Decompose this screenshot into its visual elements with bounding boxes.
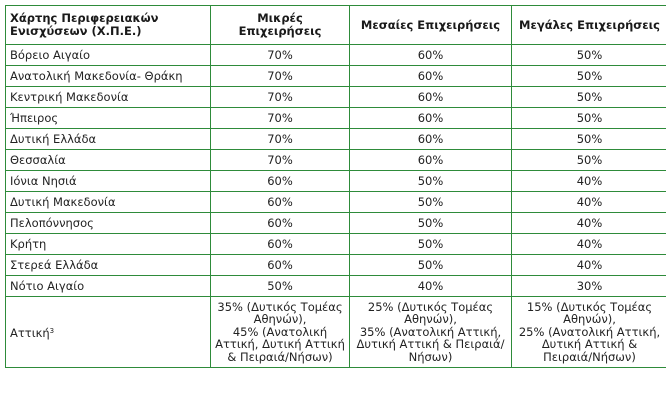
small-enterprise-rate-cell: 60% [211, 171, 350, 192]
header-medium-enterprises: Μεσαίες Επιχειρήσεις [350, 6, 512, 45]
region-cell: Δυτική Ελλάδα [6, 129, 211, 150]
table-row [6, 255, 666, 276]
large-enterprise-rate-cell: 40% [512, 213, 666, 234]
region-cell: Βόρειο Αιγαίο [6, 45, 211, 66]
small-enterprise-rate-cell: 70% [211, 108, 350, 129]
medium-enterprise-rate-cell: 50% [350, 255, 512, 276]
medium-enterprise-rate-cell: 25% (Δυτικός Τομέας Αθηνών), 35% (Ανατολική Αττική, Δυτική Αττική & Πειραιά/Νήσων) [350, 297, 512, 368]
table-row [6, 276, 666, 297]
small-enterprise-rate-cell: 70% [211, 87, 350, 108]
region-cell: Ήπειρος [6, 108, 211, 129]
region-cell: Στερεά Ελλάδα [6, 255, 211, 276]
medium-enterprise-rate-cell: 60% [350, 66, 512, 87]
table-body [6, 45, 666, 368]
table-row [6, 192, 666, 213]
large-enterprise-rate-cell: 50% [512, 45, 666, 66]
small-enterprise-rate-cell: 50% [211, 276, 350, 297]
small-enterprise-rate-cell: 35% (Δυτικός Τομέας Αθηνών), 45% (Ανατολική Αττική, Δυτική Αττική & Πειραιά/Νήσων) [211, 297, 350, 368]
table-row [6, 234, 666, 255]
large-enterprise-rate-cell: 50% [512, 129, 666, 150]
region-cell: Νότιο Αιγαίο [6, 276, 211, 297]
regional-aid-table [5, 5, 666, 368]
small-enterprise-rate-cell: 60% [211, 192, 350, 213]
table-row [6, 45, 666, 66]
large-enterprise-rate-cell: 40% [512, 234, 666, 255]
medium-enterprise-rate-cell: 40% [350, 276, 512, 297]
table-row [6, 213, 666, 234]
medium-enterprise-rate-cell: 60% [350, 129, 512, 150]
footnote-marker: 3 [49, 326, 55, 335]
region-cell: Θεσσαλία [6, 150, 211, 171]
large-enterprise-rate-cell: 50% [512, 87, 666, 108]
large-enterprise-rate-cell: 30% [512, 276, 666, 297]
medium-enterprise-rate-cell: 60% [350, 108, 512, 129]
medium-enterprise-rate-cell: 50% [350, 234, 512, 255]
aid-intensity-table-container [5, 5, 659, 394]
region-cell: Δυτική Μακεδονία [6, 192, 211, 213]
small-enterprise-rate-cell: 70% [211, 129, 350, 150]
header-large-enterprises: Μεγάλες Επιχειρήσεις [512, 6, 666, 45]
region-cell: Πελοπόννησος [6, 213, 211, 234]
region-cell: Κρήτη [6, 234, 211, 255]
small-enterprise-rate-cell: 70% [211, 66, 350, 87]
table-header-row [6, 6, 666, 45]
large-enterprise-rate-cell: 40% [512, 171, 666, 192]
region-cell: Ιόνια Νησιά [6, 171, 211, 192]
small-enterprise-rate-cell: 60% [211, 213, 350, 234]
large-enterprise-rate-cell: 50% [512, 150, 666, 171]
large-enterprise-rate-cell: 50% [512, 108, 666, 129]
header-region-map: Χάρτης Περιφερειακών Ενισχύσεων (Χ.Π.Ε.) [6, 6, 211, 45]
small-enterprise-rate-cell: 60% [211, 255, 350, 276]
table-row [6, 108, 666, 129]
medium-enterprise-rate-cell: 60% [350, 150, 512, 171]
medium-enterprise-rate-cell: 50% [350, 171, 512, 192]
table-row [6, 150, 666, 171]
medium-enterprise-rate-cell: 50% [350, 192, 512, 213]
region-name: Αττική [10, 325, 50, 340]
table-row [6, 87, 666, 108]
large-enterprise-rate-cell: 15% (Δυτικός Τομέας Αθηνών), 25% (Ανατολική Αττική, Δυτική Αττική & Πειραιά/Νήσων) [512, 297, 666, 368]
medium-enterprise-rate-cell: 60% [350, 87, 512, 108]
table-row [6, 66, 666, 87]
region-cell [6, 297, 211, 368]
large-enterprise-rate-cell: 50% [512, 66, 666, 87]
table-row [6, 129, 666, 150]
region-cell: Κεντρική Μακεδονία [6, 87, 211, 108]
region-cell: Ανατολική Μακεδονία- Θράκη [6, 66, 211, 87]
large-enterprise-rate-cell: 40% [512, 192, 666, 213]
medium-enterprise-rate-cell: 60% [350, 45, 512, 66]
small-enterprise-rate-cell: 70% [211, 45, 350, 66]
medium-enterprise-rate-cell: 50% [350, 213, 512, 234]
small-enterprise-rate-cell: 70% [211, 150, 350, 171]
small-enterprise-rate-cell: 60% [211, 234, 350, 255]
table-row [6, 171, 666, 192]
header-small-enterprises: Μικρές Επιχειρήσεις [211, 6, 350, 45]
table-row-attiki [6, 297, 666, 368]
large-enterprise-rate-cell: 40% [512, 255, 666, 276]
